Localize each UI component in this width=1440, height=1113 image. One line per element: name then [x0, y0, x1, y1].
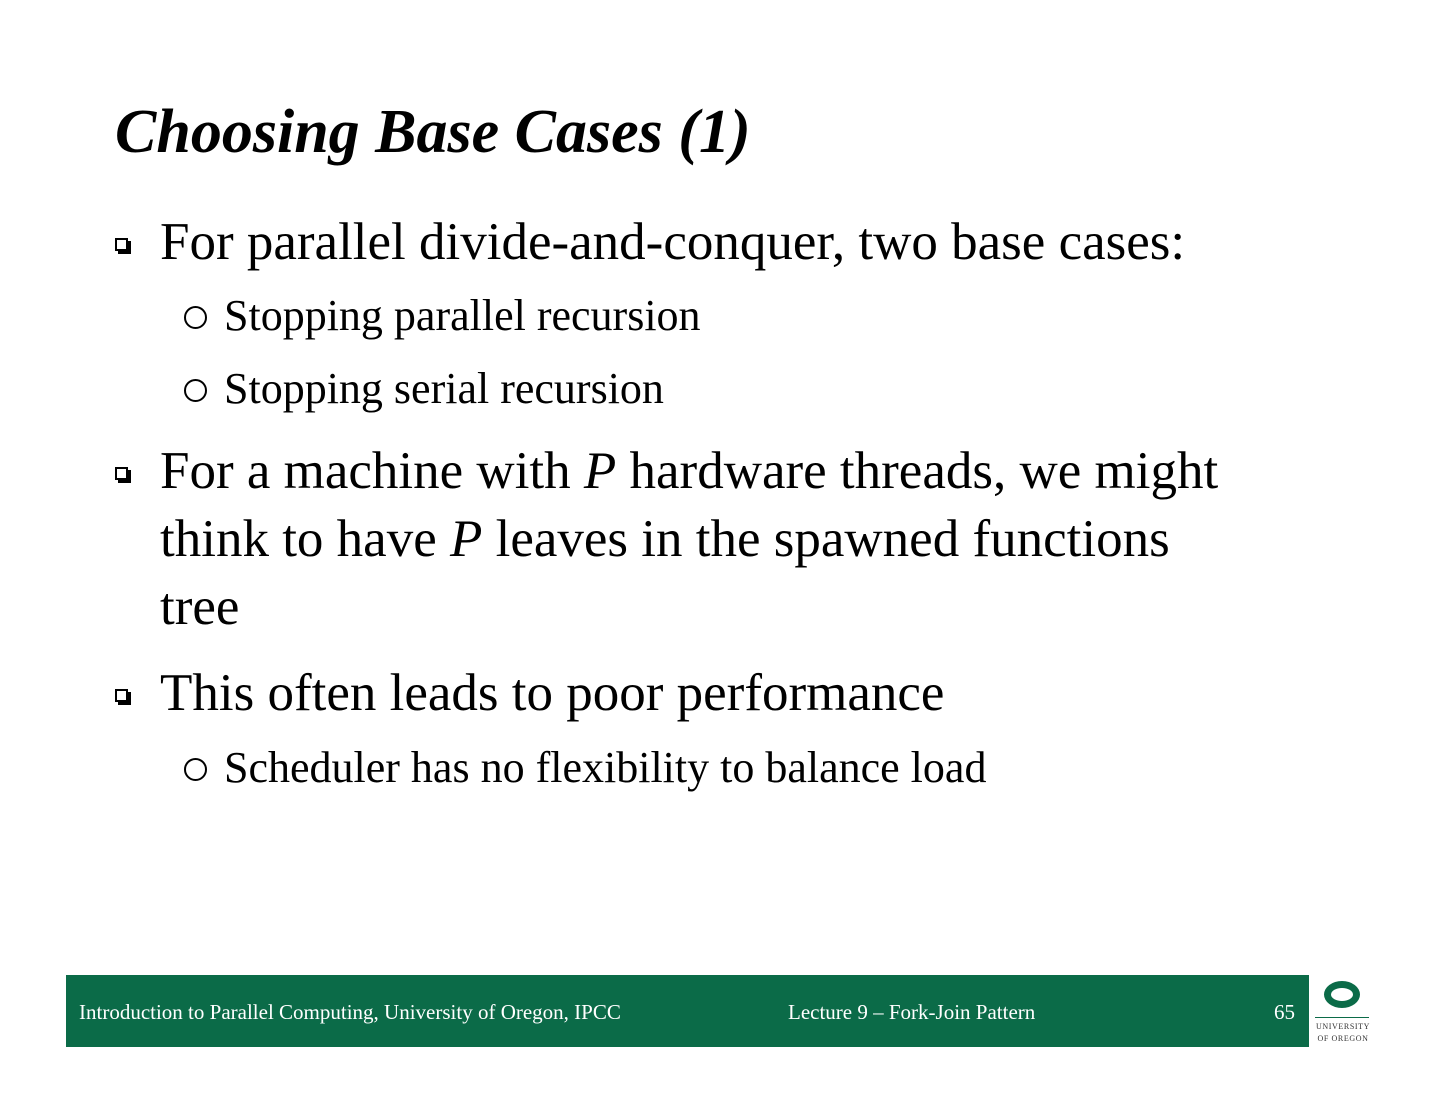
university-of-oregon-logo [1313, 977, 1373, 1047]
hollow-circle-bullet-icon [184, 306, 207, 329]
bullet-text: For parallel divide-and-conquer, two base cases: [160, 213, 1186, 271]
sub-bullet-item-2 [224, 361, 664, 417]
bullet-text: For a machine with [160, 442, 584, 500]
slide-title: Choosing Base Cases (1) [115, 98, 751, 166]
sub-bullet-text: Stopping parallel recursion [224, 291, 701, 340]
bullet-text: leaves in the spawned functions [482, 510, 1170, 568]
bullet-text: This often leads to poor performance [160, 664, 945, 722]
oregon-o-icon [1324, 981, 1360, 1008]
bullet-item-1 [160, 208, 1185, 276]
logo-divider [1315, 1017, 1369, 1018]
bullet-line-3 [160, 573, 1218, 641]
footer-bar [66, 975, 1309, 1047]
variable-p: P [583, 442, 617, 500]
bullet-line-1 [160, 437, 1218, 505]
hollow-circle-bullet-icon [184, 379, 207, 402]
page-number: 65 [1274, 1000, 1295, 1024]
hollow-circle-bullet-icon [184, 758, 207, 781]
logo-text-of-oregon: OF OREGON [1317, 1034, 1369, 1043]
sub-bullet-item-1 [224, 288, 701, 344]
hollow-square-bullet-icon [115, 238, 128, 251]
bullet-item-2 [160, 437, 1218, 641]
bullet-text: tree [160, 578, 240, 636]
bullet-line-2 [160, 505, 1218, 573]
bullet-text: hardware threads, we might [616, 442, 1219, 500]
footer-lecture: Lecture 9 – Fork-Join Pattern [788, 1000, 1036, 1024]
variable-p: P [449, 510, 483, 568]
bullet-text: think to have [160, 510, 450, 568]
sub-bullet-text: Scheduler has no flexibility to balance load [224, 743, 987, 792]
sub-bullet-text: Stopping serial recursion [224, 364, 664, 413]
hollow-square-bullet-icon [115, 467, 128, 480]
footer-course: Introduction to Parallel Computing, University of Oregon, IPCC [79, 1000, 621, 1024]
sub-bullet-item-3 [224, 740, 986, 796]
bullet-item-3 [160, 659, 944, 727]
hollow-square-bullet-icon [115, 689, 128, 702]
logo-text-university: UNIVERSITY [1316, 1022, 1370, 1031]
